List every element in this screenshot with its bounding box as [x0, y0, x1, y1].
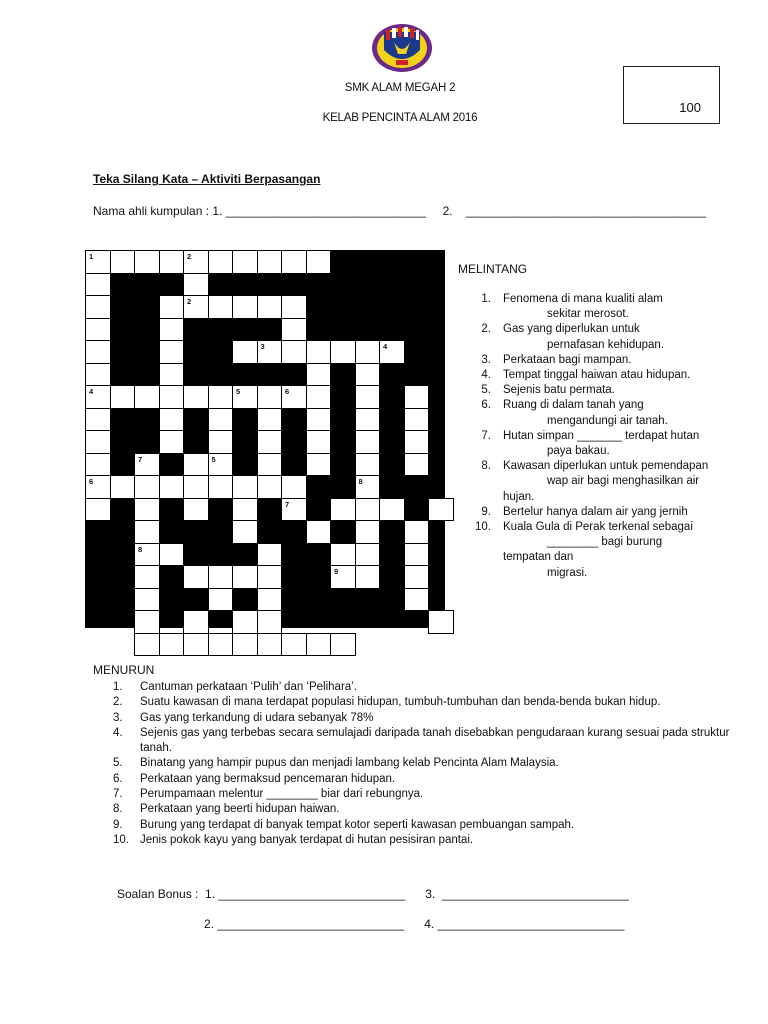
crossword-cell[interactable] [134, 588, 160, 612]
clue-number: 6 [89, 477, 94, 486]
crossword-cell[interactable] [85, 318, 111, 342]
across-clue-list [475, 292, 755, 581]
clue-number: 1 [89, 252, 94, 261]
across-heading: MELINTANG [458, 262, 528, 276]
clue-text: Sejenis batu permata. [503, 384, 615, 397]
down-clue [113, 818, 733, 833]
crossword-cell[interactable] [306, 408, 332, 432]
crossword-cell[interactable] [85, 295, 111, 319]
clue-number: 5 [236, 387, 241, 396]
crossword-cell[interactable] [330, 633, 356, 657]
crossword-cell[interactable] [306, 430, 332, 454]
crossword-cell[interactable] [85, 498, 111, 522]
crossword-cell[interactable] [159, 318, 185, 342]
clue-number: 3. [113, 711, 123, 724]
crossword-cell[interactable] [404, 588, 430, 612]
crossword-cell[interactable] [208, 633, 234, 657]
down-clue [113, 772, 733, 787]
crossword-cell[interactable] [159, 633, 185, 657]
crossword-cell[interactable] [85, 340, 111, 364]
crossword-cell[interactable] [85, 408, 111, 432]
crossword-cell[interactable] [232, 475, 258, 499]
worksheet-title: Teka Silang Kata – Aktiviti Berpasangan [93, 172, 321, 186]
crossword-cell[interactable] [85, 430, 111, 454]
clue-text: pernafasan kehidupan. [547, 338, 665, 351]
bonus-answers-row-2[interactable]: 2. ____________________________ 4. ____________________________ [204, 917, 625, 931]
crossword-cell[interactable] [85, 273, 111, 297]
clue-number: 8. [481, 460, 491, 473]
crossword-cell[interactable] [232, 385, 258, 409]
clue-number: 9 [334, 567, 339, 576]
clue-text: sekitar merosot. [547, 308, 629, 321]
crossword-cell[interactable] [257, 588, 283, 612]
clue-text: Bertelur hanya dalam air yang jernih [503, 505, 688, 518]
crossword-cell[interactable] [306, 453, 332, 477]
clue-number: 1. [113, 681, 123, 693]
crossword-cell[interactable] [159, 475, 185, 499]
crossword-cell[interactable] [159, 385, 185, 409]
clue-text: Perkataan yang beerti hidupan haiwan. [140, 803, 340, 816]
crossword-cell[interactable] [134, 385, 160, 409]
clue-number: 8 [358, 477, 363, 486]
clue-text: Perumpamaan melentur ________ biar dari rebungnya. [140, 788, 424, 801]
clue-text: Sejenis gas yang terbebas secara semulajadi daripada tanah disebabkan pengudaraan kurang sesuai pada struktur tanah. [140, 726, 730, 755]
clue-number: 1. [481, 293, 491, 305]
school-name: SMK ALAM MEGAH 2 [344, 82, 456, 94]
clue-number: 2. [113, 696, 123, 709]
crossword-cell[interactable] [183, 498, 209, 522]
crossword-cell[interactable] [134, 633, 160, 657]
crossword-cell[interactable] [281, 340, 307, 364]
crossword-cell[interactable] [232, 498, 258, 522]
crossword-cell[interactable] [134, 498, 160, 522]
clue-number: 5. [113, 757, 123, 770]
down-clue [113, 695, 733, 710]
clue-number: 6. [113, 772, 123, 785]
clue-text: ________ bagi burung [547, 536, 663, 549]
crossword-cell[interactable] [281, 250, 307, 274]
crossword-cell[interactable] [208, 430, 234, 454]
crossword-cell[interactable] [208, 408, 234, 432]
crossword-cell[interactable] [232, 340, 258, 364]
across-clue [475, 353, 755, 368]
crossword-cell[interactable] [404, 385, 430, 409]
across-clue [475, 520, 755, 550]
crossword-cell[interactable] [85, 250, 111, 274]
crossword-cell[interactable] [232, 633, 258, 657]
crossword-cell[interactable] [183, 610, 209, 634]
crossword-cell[interactable] [208, 250, 234, 274]
crossword-cell[interactable] [183, 633, 209, 657]
across-clue [475, 398, 755, 428]
clue-text: Cantuman perkataan ‘Pulih’ dan ‘Pelihara’. [140, 681, 357, 693]
down-clue [113, 833, 733, 848]
clue-number: 6 [285, 387, 290, 396]
group-member-names-field[interactable]: Nama ahli kumpulan : 1. ______________________________ 2. ____________________________________ [93, 204, 707, 218]
crossword-cell[interactable] [379, 340, 405, 364]
crossword-cell[interactable] [110, 385, 136, 409]
clue-text: Ruang di dalam tanah yang [503, 399, 644, 412]
crossword-cell[interactable] [355, 475, 381, 499]
crossword-cell[interactable] [183, 453, 209, 477]
clue-text: Kuala Gula di Perak terkenal sebagai [503, 521, 693, 534]
clue-number: 7. [481, 429, 491, 442]
across-clue [475, 505, 755, 520]
clue-text: Suatu kawasan di mana terdapat populasi hidupan, tumbuh-tumbuhan dan benda-benda bukan hidup. [140, 696, 661, 709]
down-heading: MENURUN [93, 663, 155, 677]
crossword-cell[interactable] [257, 430, 283, 454]
down-clue [113, 726, 733, 757]
clue-text: wap air bagi menghasilkan air [547, 475, 700, 488]
crossword-cell[interactable] [134, 250, 160, 274]
crossword-cell[interactable] [428, 610, 454, 634]
crossword-cell[interactable] [355, 453, 381, 477]
across-clue [475, 292, 755, 322]
clue-number: 3. [481, 353, 491, 366]
crossword-cell[interactable] [232, 610, 258, 634]
crossword-cell[interactable] [404, 453, 430, 477]
clue-number: 4 [89, 387, 94, 396]
crossword-cell[interactable] [257, 340, 283, 364]
crossword-cell[interactable] [281, 475, 307, 499]
clue-number: 10. [113, 833, 129, 846]
crossword-cell[interactable] [355, 565, 381, 589]
crossword-cell[interactable] [208, 295, 234, 319]
clue-number: 3 [260, 342, 265, 351]
crossword-cell[interactable] [306, 363, 332, 387]
crossword-cell[interactable] [183, 273, 209, 297]
crossword-cell[interactable] [306, 385, 332, 409]
clue-text: Binatang yang hampir pupus dan menjadi lambang kelab Pencinta Alam Malaysia. [140, 757, 559, 770]
crossword-cell[interactable] [257, 543, 283, 567]
down-clue [113, 787, 733, 802]
clue-number: 7 [285, 499, 290, 509]
crossword-cell[interactable] [183, 475, 209, 499]
crossword-cell[interactable] [159, 250, 185, 274]
clue-text: Gas yang diperlukan untuk [503, 323, 640, 336]
crossword-cell[interactable] [232, 565, 258, 589]
down-clue [113, 756, 733, 771]
crossword-cell[interactable] [355, 430, 381, 454]
crossword-cell[interactable] [208, 565, 234, 589]
crossword-cell[interactable] [404, 543, 430, 567]
clue-text: Burung yang terdapat di banyak tempat kotor seperti kawasan pembuangan sampah. [140, 818, 575, 831]
crossword-cell[interactable] [330, 543, 356, 567]
crossword-cell[interactable] [306, 520, 332, 544]
crossword-cell[interactable] [183, 250, 209, 274]
crossword-cell[interactable] [306, 633, 332, 657]
crossword-cell[interactable] [134, 543, 160, 567]
crossword-cell[interactable] [306, 340, 332, 364]
clue-number: 5. [481, 384, 491, 397]
crossword-cell[interactable] [183, 385, 209, 409]
clue-number: 8. [113, 803, 123, 816]
clue-number: 9. [481, 505, 491, 518]
crossword-cell[interactable] [281, 498, 307, 522]
clue-number: 4. [481, 369, 491, 382]
crossword-cell[interactable] [159, 408, 185, 432]
down-clue [113, 802, 733, 817]
crossword-cell[interactable] [355, 363, 381, 387]
crossword-cell[interactable] [404, 565, 430, 589]
down-clue-list [113, 680, 733, 848]
crossword-cell[interactable] [428, 498, 454, 522]
crossword-cell[interactable] [232, 295, 258, 319]
clue-number: 4. [113, 726, 123, 739]
crossword-cell[interactable] [85, 363, 111, 387]
crossword-cell[interactable] [159, 543, 185, 567]
club-name: KELAB PENCINTA ALAM 2016 [322, 112, 478, 124]
clue-number: 4 [383, 342, 388, 351]
crossword-cell[interactable] [159, 340, 185, 364]
across-clue [475, 550, 755, 580]
crossword-cell[interactable] [257, 295, 283, 319]
crossword-cell[interactable] [183, 295, 209, 319]
across-clue [475, 368, 755, 383]
clue-text: tempatan dan [503, 551, 574, 564]
crossword-cell[interactable] [404, 520, 430, 544]
clue-text: paya bakau. [547, 445, 610, 458]
across-clue [475, 459, 755, 489]
crossword-cell[interactable] [134, 610, 160, 634]
clue-number: 2. [481, 323, 491, 336]
crossword-cell[interactable] [183, 565, 209, 589]
crossword-cell[interactable] [355, 340, 381, 364]
bonus-answers-row-1[interactable]: Soalan Bonus : 1. ____________________________ 3. ____________________________ [117, 887, 629, 901]
crossword-cell[interactable] [85, 453, 111, 477]
crossword-cell[interactable] [257, 250, 283, 274]
crossword-cell[interactable] [257, 453, 283, 477]
clue-number: 6. [481, 399, 491, 412]
crossword-cell[interactable] [330, 498, 356, 522]
clue-text: migrasi. [547, 566, 588, 579]
across-clue [475, 322, 755, 352]
school-crest-logo [370, 22, 434, 74]
clue-number: 5 [211, 454, 216, 464]
across-clue [475, 383, 755, 398]
crossword-grid [85, 250, 445, 628]
down-clue [113, 711, 733, 726]
crossword-cell[interactable] [330, 340, 356, 364]
crossword-cell[interactable] [355, 543, 381, 567]
clue-text: Tempat tinggal haiwan atau hidupan. [503, 369, 691, 382]
clue-text: Kawasan diperlukan untuk pemendapan [503, 460, 709, 473]
clue-number: 10. [475, 521, 491, 534]
crossword-cell[interactable] [208, 385, 234, 409]
crossword-cell[interactable] [281, 295, 307, 319]
crossword-cell[interactable] [330, 565, 356, 589]
clue-text: Hutan simpan _______ terdapat hutan [503, 429, 700, 442]
crossword-cell[interactable] [355, 520, 381, 544]
crossword-cell[interactable] [257, 610, 283, 634]
clue-text: hujan. [503, 490, 535, 503]
crossword-cell[interactable] [85, 385, 111, 409]
crossword-cell[interactable] [110, 475, 136, 499]
across-clue [475, 429, 755, 459]
crossword-cell[interactable] [134, 565, 160, 589]
crossword-cell[interactable] [110, 250, 136, 274]
down-clue [113, 680, 733, 695]
crossword-cell[interactable] [281, 318, 307, 342]
crossword-cell[interactable] [257, 385, 283, 409]
crossword-cell[interactable] [281, 385, 307, 409]
clue-text: Gas yang terkandung di udara sebanyak 78% [140, 711, 374, 724]
crossword-cell[interactable] [208, 453, 234, 477]
crossword-cell[interactable] [159, 363, 185, 387]
clue-text: Jenis pokok kayu yang banyak terdapat di hutan pesisiran pantai. [140, 833, 474, 846]
crossword-cell[interactable] [208, 475, 234, 499]
crossword-cell[interactable] [232, 520, 258, 544]
crossword-cell[interactable] [134, 520, 160, 544]
crossword-cell[interactable] [159, 430, 185, 454]
crossword-cell[interactable] [257, 633, 283, 657]
crossword-cell[interactable] [355, 408, 381, 432]
clue-number: 9. [113, 818, 123, 831]
crossword-cell[interactable] [404, 430, 430, 454]
clue-number: 2 [187, 252, 192, 261]
crossword-cell[interactable] [355, 385, 381, 409]
crossword-cell[interactable] [355, 498, 381, 522]
score-value: 100 [679, 100, 701, 115]
clue-text: Perkataan bagi mampan. [503, 353, 632, 366]
crossword-cell[interactable] [159, 295, 185, 319]
crossword-cell[interactable] [281, 633, 307, 657]
crossword-cell[interactable] [208, 588, 234, 612]
crossword-cell[interactable] [306, 250, 332, 274]
crossword-cell[interactable] [404, 408, 430, 432]
crossword-cell[interactable] [257, 565, 283, 589]
across-clue [475, 490, 755, 505]
crossword-cell[interactable] [134, 453, 160, 477]
clue-number: 2 [187, 297, 192, 306]
clue-number: 8 [138, 544, 143, 554]
crossword-cell[interactable] [379, 498, 405, 522]
crossword-cell[interactable] [85, 475, 111, 499]
clue-text: Fenomena di mana kualiti alam [503, 293, 663, 305]
clue-text: mengandungi air tanah. [547, 414, 668, 427]
score-box [623, 66, 720, 124]
crossword-cell[interactable] [134, 475, 160, 499]
clue-number: 7 [138, 454, 143, 464]
clue-text: Perkataan yang bermaksud pencemaran hidupan. [140, 772, 396, 785]
crossword-cell[interactable] [232, 250, 258, 274]
crossword-cell[interactable] [257, 475, 283, 499]
clue-number: 7. [113, 788, 123, 801]
crossword-cell[interactable] [257, 408, 283, 432]
